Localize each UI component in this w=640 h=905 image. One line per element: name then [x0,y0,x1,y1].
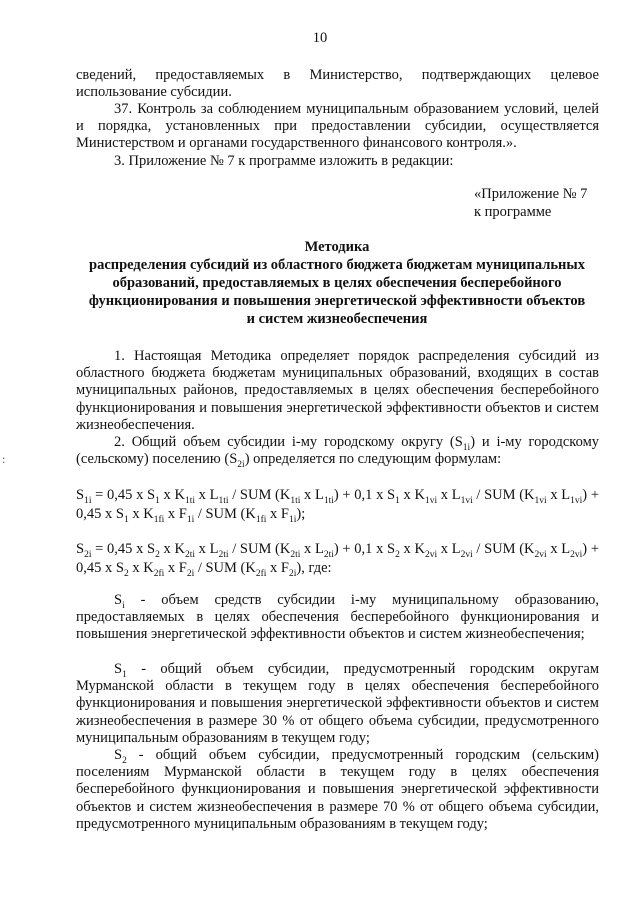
title-line-4: функционирования и повышения энергетической эффективности объектов [88,293,586,309]
formula2-subscript: 2ti [218,549,229,560]
formula2-subscript: 2 [155,549,160,560]
title-heading: Методика [304,239,370,255]
formula2-text: ) + 0,1 x S [333,541,396,557]
formula2-text: x F [164,560,187,576]
para2-text-c: (сельскому) поселению (S [76,451,238,468]
formula2-text: / SUM (K [472,541,535,557]
formula1-subscript: 1ti [218,495,229,506]
def-si-text: - объем средств субсидии i-му муниципальному образованию, предоставляемых в целях обеспечения бесперебойного функционирования и повышения энергетической эффективности объектов и систем жизнеобеспечения; [76,592,599,643]
para2-subscript-a: 1i [462,442,471,453]
formula1-subscript: 1i [186,514,195,525]
appendix-line-1: «Приложение № 7 [474,186,588,202]
formula2-subscript: 2 [395,549,400,560]
formula1-text: S [76,487,85,503]
margin-mark: : [2,452,6,466]
formula1-subscript: 1fi [255,514,267,525]
appendix-line-2: к программе [474,204,552,220]
formula2-text: = 0,45 x S [91,541,156,557]
formula2-subscript: 2fi [153,568,165,579]
formula2-text: x K [159,541,185,557]
formula2-text: S [76,541,85,557]
para2-text-b: ) и i-му городскому [470,434,599,450]
formula1-text: x F [266,506,289,522]
formula2-subscript: 2vi [424,549,438,560]
formula1-subscript: 1 [155,495,160,506]
formula1-text: / SUM (K [194,506,256,522]
formula2-subscript: 2i [186,568,195,579]
formula2-text: x L [437,541,461,557]
formula1-subscript: 1i [84,495,92,506]
def-s2-text: - общий объем субсидии, предусмотренный городским (сельским) поселениям Мурманской области в текущем году в целях обеспечения бесперебойного функционирования и повышения энергетической эффективности объектов и систем жизнеобеспечения в размере 70 % от общего объема субсидии, предусмотренного муниципальным образованиям в текущем году; [76,747,599,832]
def-s2-subscript: 2 [122,755,127,766]
title-line-2: распределения субсидий из областного бюджета бюджетам муниципальных [89,257,585,273]
formula1-text: / SUM (K [228,487,291,503]
formula1-subscript: 1ti [184,495,195,506]
def-s1-symbol: S [114,661,123,677]
formula1-subscript: 1vi [570,495,583,506]
para2-text-a: 2. Общий объем субсидии i-му городскому округу (S [114,434,463,450]
formula1-text: x L [546,487,571,503]
formula1-text: = 0,45 x S [91,487,156,503]
formula1-text: x K [128,506,154,522]
formula1-subscript: 1ti [323,495,334,506]
formula1-subscript: 1i [289,514,297,525]
intro-line-1: сведений, предоставляемых в Министерство, подтверждающих целевое [76,67,599,83]
formula1-subscript: 1 [395,495,400,506]
formula1-text: x L [300,487,324,503]
formula2-subscript: 2vi [570,549,583,560]
formula2-text: x F [266,560,289,576]
def-si-symbol: S [114,592,123,608]
para2-subscript-c: 2i [237,460,245,471]
formula1-subscript: 1vi [424,495,438,506]
formula2-text: x L [194,541,219,557]
title-line-5: и систем жизнеобеспечения [246,311,428,327]
intro-line-2: использование субсидии. [76,84,232,100]
formula1-text: / SUM (K [472,487,535,503]
formula2-subscript: 2vi [460,549,473,560]
formula2-subscript: 2i [84,549,92,560]
formula2-subscript: 2i [289,568,297,579]
def-s1-subscript: 1 [122,669,127,680]
formula1-text: x K [399,487,425,503]
formula1-text: x F [164,506,187,522]
definition-si [76,592,599,644]
formula2-text: x K [399,541,425,557]
formula2-subscript: 2fi [255,568,267,579]
formula1-text: x K [159,487,185,503]
formula1-text: x L [194,487,219,503]
formula2-subscript: 2 [123,568,129,579]
paragraph-item-3: 3. Приложение № 7 к программе изложить в редакции: [114,153,454,169]
paragraph-37: 37. Контроль за соблюдением муниципальным образованием условий, целей и порядка, установленных при предоставлении субсидии, осуществляется Министерством и органами государственного финансового контроля.». [76,101,599,152]
formula1-subscript: 1 [123,514,129,525]
formula-s1i [76,486,599,524]
formula2-text: / SUM (K [228,541,291,557]
def-si-subscript: i [122,600,125,611]
definition-s2 [76,747,599,833]
formula2-subscript: 2vi [534,549,547,560]
formula2-text: x L [300,541,324,557]
def-s1-text: - общий объем субсидии, предусмотренный городским округам Мурманской области в текущем году в целях обеспечения бесперебойного функционирования и повышения энергетической эффективности объектов и систем жизнеобеспечения в размере 30 % от общего объема субсидии, предусмотренного муниципальным образованиям в текущем году; [76,661,599,746]
formula1-subscript: 1vi [460,495,473,506]
paragraph-1: 1. Настоящая Методика определяет порядок распределения субсидий из областного бюджета бюджетам муниципальных образований, входящих в состав муниципальных районов, предоставляемых в целях обеспечения бесперебойного функционирования и повышения энергетической эффективности объектов и систем жизнеобеспечения. [76,348,599,433]
formula2-subscript: 2ti [323,549,334,560]
formula2-text: ), где: [296,560,332,576]
formula-s2i [76,540,599,578]
title-line-3: образований, предоставляемых в целях обеспечения бесперебойного [112,275,562,291]
formula1-text: ) + 0,1 x S [333,487,396,503]
para2-text-d: ) определяется по следующим формулам: [244,451,502,468]
formula2-subscript: 2ti [290,549,301,560]
formula1-subscript: 1vi [534,495,547,506]
formula1-subscript: 1ti [290,495,301,506]
formula1-text: x L [437,487,461,503]
formula1-text: ); [296,506,306,522]
paragraph-2 [76,434,599,471]
formula1-subscript: 1fi [153,514,165,525]
def-s2-symbol: S [114,747,123,763]
definition-s1 [76,661,599,747]
formula2-text: x K [128,560,154,576]
formula2-text: ) + 0,45 x S [76,541,599,576]
formula2-subscript: 2ti [184,549,195,560]
formula2-text: x L [546,541,571,557]
formula1-text: ) + 0,45 x S [76,487,599,522]
page-number: 10 [312,30,328,46]
formula2-text: / SUM (K [194,560,256,576]
